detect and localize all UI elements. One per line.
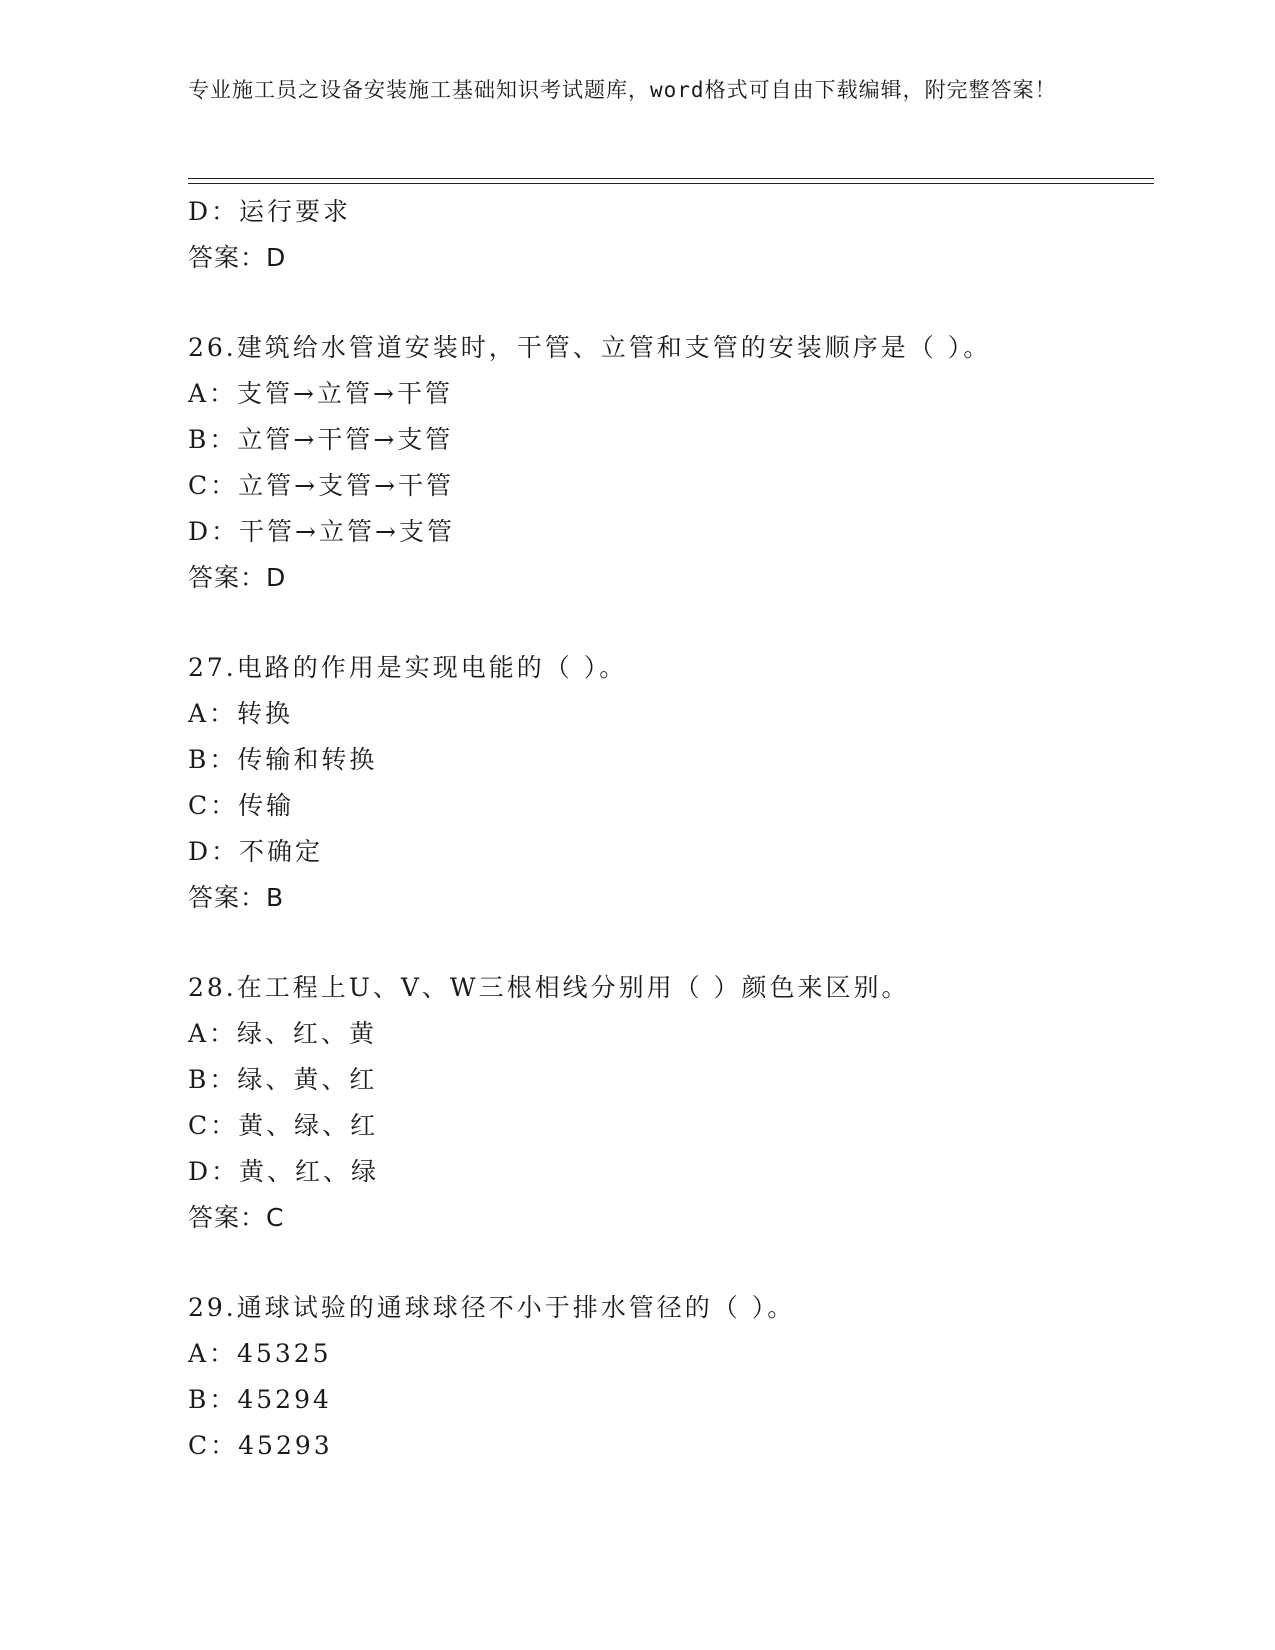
option-d: D：不确定 — [188, 837, 324, 866]
option-b: B：45294 — [188, 1385, 332, 1414]
option-a: A：绿、红、黄 — [188, 1019, 378, 1048]
question-stem: 28.在工程上U、V、W三根相线分别用（ ）颜色来区别。 — [188, 973, 910, 1002]
prev-answer: 答案：D — [188, 243, 287, 272]
page-header: 专业施工员之设备安装施工基础知识考试题库，word格式可自由下载编辑，附完整答案！ — [188, 78, 1057, 102]
option-c: C：立管→支管→干管 — [188, 471, 455, 500]
option-a: A：支管→立管→干管 — [188, 379, 453, 408]
option-d: D：干管→立管→支管 — [188, 517, 455, 546]
option-d: D：黄、红、绿 — [188, 1157, 380, 1186]
question-stem: 26.建筑给水管道安装时，干管、立管和支管的安装顺序是（ ）。 — [188, 333, 992, 362]
header-divider-top — [188, 178, 1154, 179]
question-stem: 27.电路的作用是实现电能的（ ）。 — [188, 653, 628, 682]
prev-option-d: D：运行要求 — [188, 197, 352, 226]
answer: 答案：D — [188, 563, 287, 592]
option-b: B：立管→干管→支管 — [188, 425, 454, 454]
answer: 答案：B — [188, 883, 285, 912]
option-c: C：黄、绿、红 — [188, 1111, 379, 1140]
question-stem: 29.通球试验的通球球径不小于排水管径的（ ）。 — [188, 1293, 796, 1322]
option-c: C：45293 — [188, 1431, 333, 1460]
option-b: B：传输和转换 — [188, 745, 378, 774]
option-a: A：转换 — [188, 699, 294, 728]
answer: 答案：C — [188, 1203, 285, 1232]
option-a: A：45325 — [188, 1339, 332, 1368]
option-b: B：绿、黄、红 — [188, 1065, 378, 1094]
question-list — [188, 189, 1148, 1469]
header-divider-bottom — [188, 183, 1154, 184]
option-c: C：传输 — [188, 791, 295, 820]
